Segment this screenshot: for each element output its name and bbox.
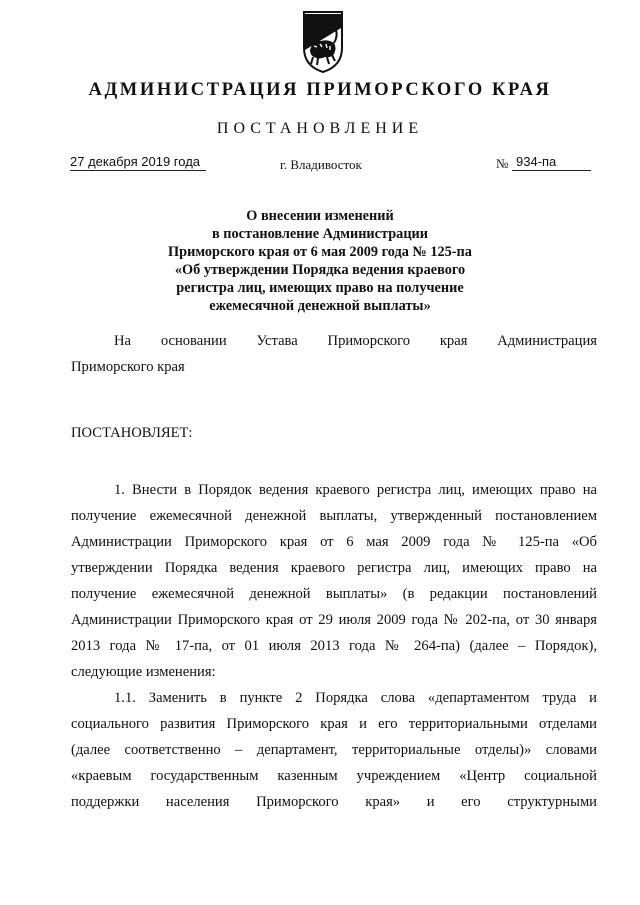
title-line: в постановление Администрации [211, 226, 429, 242]
paragraph-line: получение ежемесячной денежной выплаты, утвержденный постановлением [71, 508, 597, 524]
paragraph-line: утверждении Порядка ведения краевого регистра лиц, имеющих право на [71, 560, 597, 576]
title-line: регистра лиц, имеющих право на получение [176, 280, 464, 296]
preamble-line: Приморского края [71, 359, 185, 375]
paragraph-line: поддержки населения Приморского края» и его структурными [71, 794, 597, 810]
paragraph-line: (далее соответственно – департамент, территориальные отделы)» словами [71, 742, 597, 758]
paragraph-line: «краевым государственным казенным учреждением «Центр социальной [71, 768, 597, 784]
document-date: 27 декабря 2019 года [70, 154, 206, 171]
paragraph-line: Администрации Приморского края от 29 июля 2009 года № 202-па, от 30 января [71, 612, 597, 628]
document-city: г. Владивосток [280, 157, 362, 172]
resolves-heading [71, 420, 597, 446]
paragraph-line: следующие изменения: [71, 664, 216, 680]
title-line: «Об утверждении Порядка ведения краевого [174, 262, 466, 278]
document-type: ПОСТАНОВЛЕНИЕ [216, 120, 424, 137]
paragraph-line: социального развития Приморского края и его территориальными отделами [71, 716, 597, 732]
paragraph-line: 1.1. Заменить в пункте 2 Порядка слова «департаментом труда и [114, 690, 597, 706]
paragraph-1-1 [71, 685, 597, 815]
document-title [120, 207, 520, 315]
paragraph-line: 1. Внести в Порядок ведения краевого регистра лиц, имеющих право на [114, 482, 597, 498]
title-line: Приморского края от 6 мая 2009 года № 125-па [168, 244, 472, 260]
coat-of-arms-emblem [301, 10, 345, 74]
title-line: О внесении изменений [246, 208, 394, 224]
paragraph-line: Администрации Приморского края от 6 мая 2009 года № 125-па «Об [71, 534, 597, 550]
paragraph-1 [71, 477, 597, 685]
document-number-label: № [496, 156, 509, 171]
paragraph-line: 2013 года № 17-па, от 01 июля 2013 года № 264-па) (далее – Порядок), [71, 638, 597, 654]
organization-name: АДМИНИСТРАЦИЯ ПРИМОРСКОГО КРАЯ [88, 80, 552, 100]
paragraph-line: получение ежемесячной денежной выплаты» (в редакции постановлений [71, 586, 597, 602]
resolves-text: ПОСТАНОВЛЯЕТ: [71, 425, 193, 441]
title-line: ежемесячной денежной выплаты» [209, 298, 431, 314]
document-number: 934-па [512, 154, 591, 171]
preamble-line: На основании Устава Приморского края Администрация [114, 333, 597, 349]
preamble [71, 328, 597, 380]
